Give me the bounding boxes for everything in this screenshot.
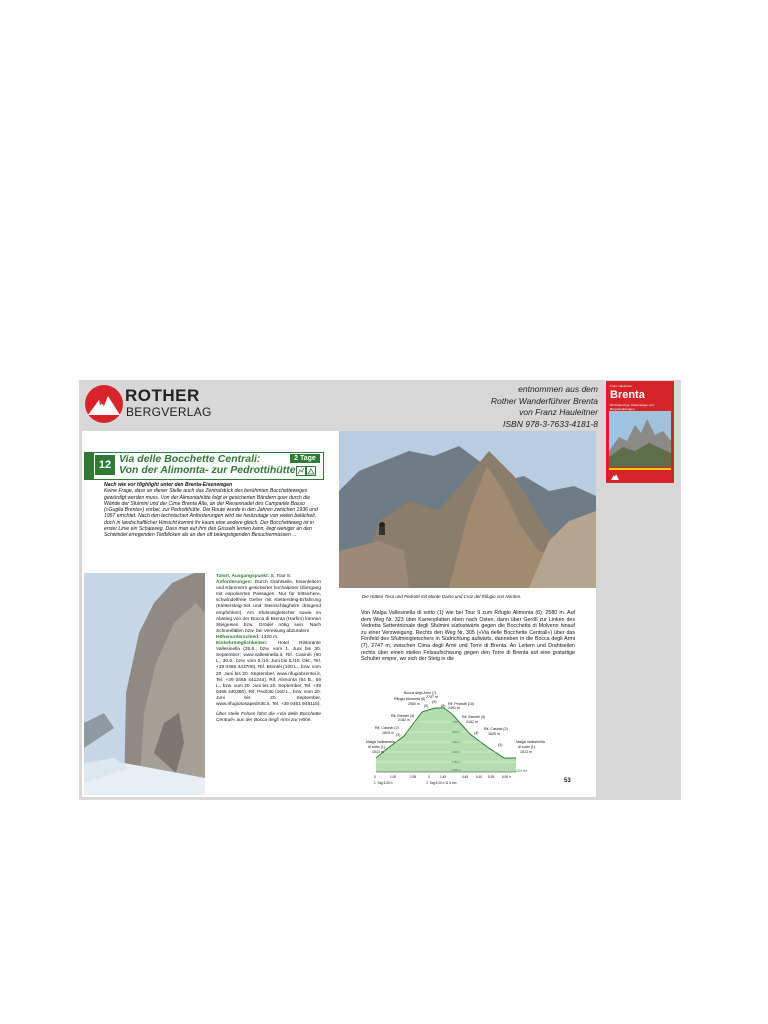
info-value: S. Tour 8. [270, 574, 292, 579]
info-label: Talort, Ausgangspunkt: [216, 574, 270, 579]
publisher-name: ROTHER [125, 386, 200, 405]
y-tick: 2000 m [452, 751, 461, 754]
profile-label: 2747 m [426, 695, 438, 699]
photo-caption: Die Hütten Tosa und Pedrotti mit Monte Daino und Croz del Rifugio von Norden. [362, 594, 522, 599]
tour-title [119, 454, 296, 476]
profile-label: Malga Vallesinella [366, 740, 395, 744]
y-tick: 2750 m [452, 721, 461, 724]
x-tick: 6:30 h [502, 775, 511, 779]
x-tick: 1:00 [390, 775, 397, 779]
source-credit [491, 384, 598, 430]
cover-stripe [609, 468, 671, 470]
profile-label: 2182 m [398, 718, 410, 722]
profile-label: (5) [424, 704, 429, 708]
cover-subtitle: 60 Hüttenzüge, Klettersteige und Bergwanderungen [610, 403, 654, 411]
profile-label: Rif. Brentèi (4) [462, 715, 486, 719]
publisher-sub: BERGVERLAG [126, 405, 212, 419]
via-ferrata-icon [296, 466, 306, 476]
cover-title: Brenta [610, 389, 645, 401]
x-tick: 0 [374, 775, 376, 779]
y-tick: 1750 m [452, 761, 461, 764]
duration-badge: 2 Tage [290, 454, 320, 463]
intro-lead: Nach wie vor Highlight unter den Brenta-Eisenwegen [104, 482, 233, 488]
profile-label: (8) [441, 704, 446, 708]
route-description: Von Malga Vallesinella di sotto (1) wie bei Tour 9 zum Rifugio Alimonta (6), 2580 m. Auf dem Weg Nr. 323 über Karrenplatten eben nach Osten, dann über Geröll zur Linken des Vedretta Settentrionale degli Sfulmini südostwärts gegen die Bocchetta di Molveno hinauf zu einer Verzweigung. Rechts den Weg Nr. 305 (»Via delle Bocchette Centrali«) über das Firnfeld des Sfulminigletschers in Südrichtung aufwärts, danneben in die Bocca degli Armi (7), 2747 m, zwischen Cima degli Armi und Torre di Brenta. An Leitern und Drahtseilen rechts über einen steilen Felsaufschwung gegen den Torre di Brenta auf eine gratartige Schulter empor, wo sich der Steig in die [361, 610, 575, 663]
day2-duration: 2. Tag 6:30 h 11,5 km [426, 781, 457, 785]
day1-duration: 1. Tag 3:30 h [374, 781, 393, 785]
rother-mountain-logo-icon [84, 384, 124, 424]
profile-label: Malga Vallesinella [516, 740, 545, 744]
cover-author: Franz Hauleitner [610, 384, 633, 388]
profile-label: Bocca degli Armi (7) [404, 691, 437, 695]
profile-label: (3) [498, 743, 503, 747]
intro-body: Keine Frage, dass an dieser Stelle auch das Zentralstück des berühmten Bocchetteweges gewürdigt werden muss. Von der Alimontahütte folgt er gesicherten Bändern quer durch die Wände der Sfulmini und der Cime Brenta Alta, an der Riesennadel des Campanile Basso (»Guglia Brenta«) vorbei, zur Pedrottihütte. Die Route wurde in den Jahren zwischen 1936 und 1957 errichtet. Nach den technischen Anforderungen wird sie heutzutage von vielen belächelt, doch in landschaftlicher Hinsicht kommt ihr kaum eine andere gleich. Der Bocchetteweg ist in erster Linie ein Schauweg. Dass man auf ihm das Gruseln lernen kann, liegt weniger an den Schwindel erregenden Tiefblicken als an den oft beängstigenden Besuchermassen ... [104, 488, 318, 539]
x-tick: 5:35 [488, 775, 495, 779]
profile-label: 2580 m [408, 702, 420, 706]
tour-title-line1: Via delle Bocchette Centrali: [119, 453, 261, 465]
x-tick: 2:35 [410, 775, 417, 779]
elevation-profile [366, 688, 556, 792]
credit-line: entnommen aus dem [518, 384, 598, 394]
info-label: Anforderungen: [216, 580, 253, 586]
tour-title-line2: Von der Alimonta- zur Pedrottihütte [119, 464, 296, 476]
cover-mountain-photo [609, 411, 671, 467]
profile-label: 1513 m [372, 750, 384, 754]
info-label: Höhenunterschied: [216, 634, 260, 640]
profile-label: 1513 m [520, 750, 532, 754]
tour-info-box [216, 574, 321, 724]
info-outro: Über steile Felsen führt die »Via delle Bocchette Centrali« aus der Bocca degli Armi zur Höhe. [216, 712, 321, 724]
dolomite-panorama-photo [339, 431, 596, 588]
profile-label: (3) [396, 733, 401, 737]
y-tick: 1500 m [452, 769, 461, 772]
info-value: Durch Drahtseile, Eisenleitern und Klammern gesicherter hochalpiner Übergang mit exponierten Passagen. Nur für trittsichere, schwindelfreie Geher mit Klettersteig-Erfahrung (Klettersteig-Set und Steinschlaghelm dringend empfohlen!). Am Sfulminigletscher sowie im Abstieg von der Bocca di Brenta (Harfirn) können Steigeisen bzw. Grödel nötig sein. Nach Schneefällen bzw. bei Vereisung abzuraten! [216, 580, 321, 634]
book-cover[interactable] [606, 381, 674, 483]
profile-label: di sotto (1) [368, 745, 385, 749]
x-tick: 4:45 [462, 775, 469, 779]
credit-line: ISBN 978-3-7633-4181-8 [503, 418, 598, 429]
total-distance: 18,5 km [516, 769, 528, 773]
profile-label: Rif. Pedrotti (10) [448, 702, 475, 706]
x-tick: 1:45 [440, 775, 447, 779]
profile-label: Rif. Casinèi (2) [375, 726, 399, 730]
rock-face-photo [84, 573, 205, 795]
cover-logo-icon [610, 471, 620, 481]
credit-line: Rother Wanderführer Brenta [490, 395, 598, 406]
profile-label: 1825 m [488, 732, 500, 736]
profile-label: Rif. Brentèi (4) [391, 714, 415, 718]
info-value: Hotel Ristorante Vallesinella (25.6., bzw. vom 1. Juni bis 30. September; www.vallesinella.it, Rif. Casinèi (90 L., 30.6., bzw. vom 5./10. Juni bis 5./10. Okt., Tel. +39 0465 443708), Rif. Brentèi (100 L., bzw. vom 20. Juni bis 20. September, www.rifugiobrentei.it, Tel. +39 0465 441244), Rif. Alimonta (54 B., 59 L., bzw. vom 20. Juni bis 20. September, Tel. +39 0465 440366), Rif. Pedrotti (160 L., bzw. vom 20. Juni bis 20. September, www.rifugiotosapedrotti.it, Tel. +39 0461 948115). [216, 641, 321, 707]
info-label: Einkehrmöglichkeiten: [216, 641, 268, 647]
page-number: 53 [564, 778, 571, 784]
intro-text [104, 482, 319, 539]
x-tick: 5:10 [476, 775, 483, 779]
profile-label: Rif. Casinèi (2) [484, 727, 508, 731]
y-tick: 2500 m [452, 731, 461, 734]
tour-number: 12 [95, 455, 115, 475]
glacier-icon [306, 466, 316, 476]
profile-label: Rifugio Alimonta (6) [394, 697, 426, 701]
profile-label: (9) [432, 700, 437, 704]
x-tick: 0 [428, 775, 430, 779]
credit-line: von Franz Hauleitner [519, 407, 598, 417]
info-value: 1320 m. [261, 634, 279, 640]
profile-label: 2491 m [448, 706, 460, 710]
profile-label: 2182 m [466, 720, 478, 724]
tour-side-tab [84, 452, 94, 479]
y-tick: 2250 m [452, 741, 461, 744]
profile-label: di sotto (1) [518, 745, 535, 749]
profile-label: 1825 m [382, 731, 394, 735]
profile-label: (4) [474, 731, 479, 735]
